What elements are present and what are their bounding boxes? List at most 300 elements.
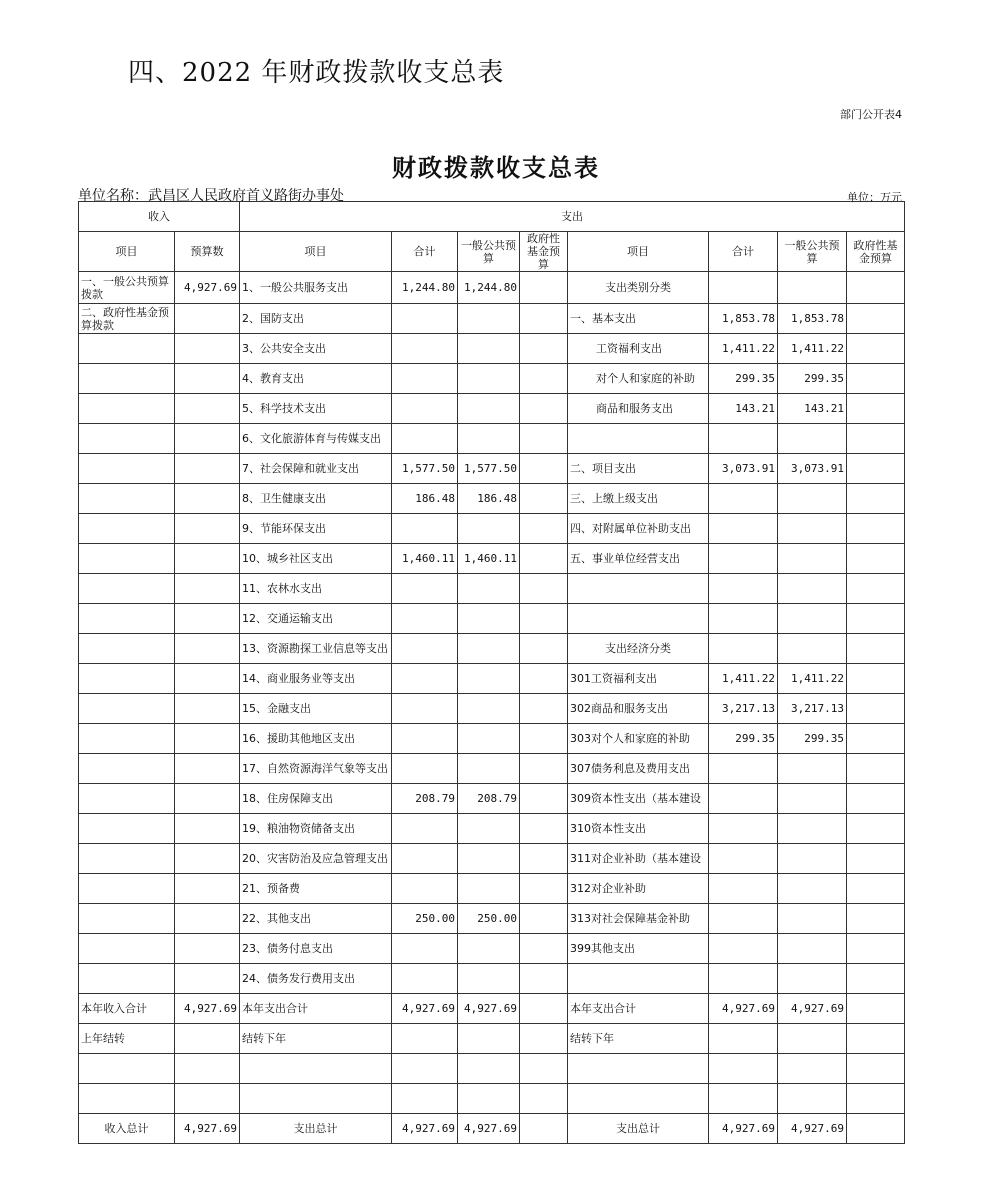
category-item-cell: 四、对附属单位补助支出 — [568, 514, 709, 544]
category-total-cell — [709, 934, 778, 964]
category-general-budget-cell — [778, 1054, 847, 1084]
expense-total-cell: 186.48 — [392, 484, 458, 514]
category-general-budget-cell — [778, 484, 847, 514]
income-amount-cell — [175, 784, 240, 814]
income-amount-cell — [175, 364, 240, 394]
income-amount-cell — [175, 964, 240, 994]
category-item-cell — [568, 964, 709, 994]
expense-item-cell: 18、住房保障支出 — [240, 784, 392, 814]
table-row — [79, 304, 905, 334]
table-row — [79, 874, 905, 904]
expense-item-cell: 1、一般公共服务支出 — [240, 272, 392, 304]
expense-total-cell: 4,927.69 — [392, 1114, 458, 1144]
expense-general-budget-cell — [458, 1024, 520, 1054]
expense-gov-fund-budget-cell — [520, 364, 568, 394]
category-gov-fund-budget-cell — [847, 604, 905, 634]
category-total-cell: 3,073.91 — [709, 454, 778, 484]
category-total-cell — [709, 1084, 778, 1114]
category-general-budget-cell: 3,217.13 — [778, 694, 847, 724]
expense-total-cell — [392, 754, 458, 784]
income-item-cell — [79, 874, 175, 904]
category-gov-fund-budget-cell — [847, 994, 905, 1024]
category-general-budget-cell — [778, 634, 847, 664]
expense-item-cell: 24、债务发行费用支出 — [240, 964, 392, 994]
table-row — [79, 904, 905, 934]
income-amount-cell — [175, 334, 240, 364]
category-gov-fund-budget-cell — [847, 484, 905, 514]
expense-general-budget-cell — [458, 514, 520, 544]
income-amount-cell — [175, 694, 240, 724]
table-row — [79, 272, 905, 304]
category-gov-fund-budget-cell — [847, 514, 905, 544]
category-item-cell — [568, 1084, 709, 1114]
expense-item-cell: 19、粮油物资储备支出 — [240, 814, 392, 844]
income-item-cell — [79, 604, 175, 634]
category-general-budget-cell — [778, 934, 847, 964]
income-item-cell — [79, 784, 175, 814]
expense-general-budget-cell: 1,244.80 — [458, 272, 520, 304]
expense-total-cell — [392, 604, 458, 634]
category-item-cell: 399其他支出 — [568, 934, 709, 964]
expense-gov-fund-budget-cell — [520, 934, 568, 964]
expense-general-budget-cell: 4,927.69 — [458, 994, 520, 1024]
expense-total-cell — [392, 574, 458, 604]
expense-total-cell — [392, 844, 458, 874]
category-item-header: 项目 — [568, 232, 709, 272]
expense-general-budget-cell — [458, 574, 520, 604]
expense-gov-fund-budget-cell — [520, 394, 568, 424]
category-gov-fund-budget-cell — [847, 364, 905, 394]
income-item-cell: 上年结转 — [79, 1024, 175, 1054]
expense-gov-fund-budget-cell — [520, 664, 568, 694]
expense-gov-fund-budget-cell — [520, 724, 568, 754]
unit-label: 单位：万元 — [847, 191, 902, 204]
expense-item-cell: 12、交通运输支出 — [240, 604, 392, 634]
expense-item-cell: 9、节能环保支出 — [240, 514, 392, 544]
income-amount-cell — [175, 1084, 240, 1114]
category-gov-fund-budget-cell — [847, 754, 905, 784]
expense-total-cell — [392, 934, 458, 964]
expense-total-cell — [392, 364, 458, 394]
expense-item-cell: 支出总计 — [240, 1114, 392, 1144]
income-item-cell — [79, 424, 175, 454]
income-amount-cell — [175, 394, 240, 424]
expense-general-budget-cell: 1,577.50 — [458, 454, 520, 484]
expense-item-cell: 10、城乡社区支出 — [240, 544, 392, 574]
expense-general-budget-cell: 250.00 — [458, 904, 520, 934]
gov-fund-budget-header: 政府性基金预算 — [520, 232, 568, 272]
income-item-cell — [79, 514, 175, 544]
income-item-cell — [79, 724, 175, 754]
table-row — [79, 964, 905, 994]
category-total-cell — [709, 844, 778, 874]
expense-item-cell: 23、债务付息支出 — [240, 934, 392, 964]
category-total-cell — [709, 574, 778, 604]
category-general-budget-cell — [778, 964, 847, 994]
income-amount-cell — [175, 574, 240, 604]
expense-total-cell — [392, 634, 458, 664]
category-gov-fund-budget-cell — [847, 1114, 905, 1144]
category-total-cell: 3,217.13 — [709, 694, 778, 724]
expense-general-budget-cell — [458, 364, 520, 394]
category-total-cell — [709, 964, 778, 994]
table-row — [79, 694, 905, 724]
category-general-budget-cell — [778, 814, 847, 844]
category-total-cell — [709, 484, 778, 514]
income-item-cell — [79, 1084, 175, 1114]
income-item-cell — [79, 484, 175, 514]
expense-general-budget-cell: 4,927.69 — [458, 1114, 520, 1144]
category-gov-fund-budget-cell — [847, 724, 905, 754]
expense-total-cell — [392, 664, 458, 694]
expense-gov-fund-budget-cell — [520, 694, 568, 724]
expense-gov-fund-budget-cell — [520, 304, 568, 334]
section-title: 四、2022 年财政拨款收支总表 — [128, 58, 505, 88]
category-item-cell: 307债务利息及费用支出 — [568, 754, 709, 784]
expense-gov-fund-budget-cell — [520, 574, 568, 604]
table-row — [79, 1084, 905, 1114]
income-item-cell — [79, 454, 175, 484]
income-amount-cell — [175, 1054, 240, 1084]
income-amount-cell — [175, 634, 240, 664]
category-gov-fund-budget-cell — [847, 1054, 905, 1084]
category-item-cell — [568, 604, 709, 634]
table-number-label: 部门公开表4 — [840, 108, 902, 121]
expense-gov-fund-budget-cell — [520, 874, 568, 904]
expense-gov-fund-budget-cell — [520, 514, 568, 544]
category-general-budget-cell: 1,411.22 — [778, 664, 847, 694]
table-row — [79, 574, 905, 604]
expense-item-cell: 17、自然资源海洋气象等支出 — [240, 754, 392, 784]
fiscal-appropriation-table — [78, 201, 905, 1144]
table-row — [79, 814, 905, 844]
category-general-budget-cell — [778, 784, 847, 814]
table-row — [79, 724, 905, 754]
category-gov-fund-budget-cell — [847, 272, 905, 304]
expense-item-header: 项目 — [240, 232, 392, 272]
income-item-cell — [79, 664, 175, 694]
expense-header: 支出 — [240, 202, 905, 232]
category-item-cell: 五、事业单位经营支出 — [568, 544, 709, 574]
category-total-cell — [709, 514, 778, 544]
category-item-cell: 一、基本支出 — [568, 304, 709, 334]
income-item-cell — [79, 904, 175, 934]
category-item-cell: 301工资福利支出 — [568, 664, 709, 694]
table-row — [79, 844, 905, 874]
expense-general-budget-cell — [458, 724, 520, 754]
expense-general-budget-cell — [458, 844, 520, 874]
expense-item-cell: 21、预备费 — [240, 874, 392, 904]
category-general-budget-header: 一般公共预算 — [778, 232, 847, 272]
income-amount-cell — [175, 514, 240, 544]
expense-gov-fund-budget-cell — [520, 454, 568, 484]
expense-total-cell — [392, 304, 458, 334]
table-row — [79, 334, 905, 364]
income-item-cell — [79, 934, 175, 964]
income-amount-cell: 4,927.69 — [175, 994, 240, 1024]
category-item-cell — [568, 1054, 709, 1084]
income-amount-cell: 4,927.69 — [175, 1114, 240, 1144]
category-gov-fund-budget-cell — [847, 904, 905, 934]
category-item-cell: 303对个人和家庭的补助 — [568, 724, 709, 754]
expense-total-cell — [392, 424, 458, 454]
expense-general-budget-cell — [458, 964, 520, 994]
income-amount-cell — [175, 814, 240, 844]
income-header: 收入 — [79, 202, 240, 232]
expense-general-budget-cell — [458, 424, 520, 454]
category-total-cell: 1,853.78 — [709, 304, 778, 334]
expense-gov-fund-budget-cell — [520, 754, 568, 784]
unit-name: 单位名称：武昌区人民政府首义路街办事处 — [78, 188, 344, 204]
income-amount-cell — [175, 544, 240, 574]
expense-gov-fund-budget-cell — [520, 964, 568, 994]
expense-gov-fund-budget-cell — [520, 844, 568, 874]
expense-total-cell — [392, 694, 458, 724]
category-gov-fund-budget-cell — [847, 574, 905, 604]
expense-item-cell: 11、农林水支出 — [240, 574, 392, 604]
expense-gov-fund-budget-cell — [520, 1054, 568, 1084]
expense-general-budget-cell — [458, 304, 520, 334]
category-total-cell — [709, 784, 778, 814]
expense-gov-fund-budget-cell — [520, 424, 568, 454]
expense-total-cell — [392, 814, 458, 844]
category-gov-fund-budget-cell — [847, 394, 905, 424]
expense-total-cell: 1,460.11 — [392, 544, 458, 574]
category-gov-fund-budget-cell — [847, 664, 905, 694]
category-gov-fund-budget-cell — [847, 784, 905, 814]
table-row — [79, 604, 905, 634]
category-total-cell: 4,927.69 — [709, 1114, 778, 1144]
expense-item-cell: 20、灾害防治及应急管理支出 — [240, 844, 392, 874]
category-total-cell — [709, 424, 778, 454]
income-item-cell — [79, 1054, 175, 1084]
expense-item-cell: 15、金融支出 — [240, 694, 392, 724]
expense-total-cell: 208.79 — [392, 784, 458, 814]
expense-general-budget-cell — [458, 814, 520, 844]
category-total-cell — [709, 754, 778, 784]
expense-total-cell — [392, 394, 458, 424]
income-amount-cell — [175, 304, 240, 334]
category-gov-fund-budget-cell — [847, 634, 905, 664]
income-amount-cell — [175, 664, 240, 694]
category-total-cell — [709, 814, 778, 844]
category-item-cell: 310资本性支出 — [568, 814, 709, 844]
category-general-budget-cell: 299.35 — [778, 724, 847, 754]
expense-item-cell: 6、文化旅游体育与传媒支出 — [240, 424, 392, 454]
expense-general-budget-cell — [458, 1054, 520, 1084]
income-item-cell — [79, 844, 175, 874]
expense-general-budget-cell — [458, 664, 520, 694]
table-row — [79, 364, 905, 394]
income-amount-cell — [175, 424, 240, 454]
expense-total-cell — [392, 334, 458, 364]
income-item-cell — [79, 394, 175, 424]
table-row — [79, 424, 905, 454]
category-general-budget-cell: 1,853.78 — [778, 304, 847, 334]
expense-item-cell: 14、商业服务业等支出 — [240, 664, 392, 694]
category-general-budget-cell — [778, 844, 847, 874]
category-total-cell: 4,927.69 — [709, 994, 778, 1024]
expense-total-cell — [392, 514, 458, 544]
category-gov-fund-budget-cell — [847, 544, 905, 574]
expense-general-budget-cell — [458, 394, 520, 424]
expense-gov-fund-budget-cell — [520, 334, 568, 364]
expense-gov-fund-budget-cell — [520, 784, 568, 814]
expense-gov-fund-budget-cell — [520, 544, 568, 574]
expense-gov-fund-budget-cell — [520, 272, 568, 304]
category-general-budget-cell — [778, 424, 847, 454]
table-row — [79, 754, 905, 784]
category-item-cell: 三、上缴上级支出 — [568, 484, 709, 514]
category-gov-fund-budget-cell — [847, 694, 905, 724]
table-row — [79, 934, 905, 964]
income-amount-cell — [175, 754, 240, 784]
expense-item-cell: 3、公共安全支出 — [240, 334, 392, 364]
expense-total-cell: 1,577.50 — [392, 454, 458, 484]
table-row — [79, 454, 905, 484]
expense-item-cell: 22、其他支出 — [240, 904, 392, 934]
category-item-cell: 支出类别分类 — [568, 272, 709, 304]
table-row — [79, 544, 905, 574]
table-row — [79, 1114, 905, 1144]
total-header: 合计 — [392, 232, 458, 272]
income-amount-cell — [175, 724, 240, 754]
category-total-cell: 1,411.22 — [709, 664, 778, 694]
expense-gov-fund-budget-cell — [520, 1114, 568, 1144]
category-total-cell: 143.21 — [709, 394, 778, 424]
income-item-cell — [79, 334, 175, 364]
income-item-cell — [79, 814, 175, 844]
expense-total-cell — [392, 724, 458, 754]
expense-gov-fund-budget-cell — [520, 814, 568, 844]
category-general-budget-cell — [778, 874, 847, 904]
budget-count-header: 预算数 — [175, 232, 240, 272]
category-total-cell: 1,411.22 — [709, 334, 778, 364]
category-total-cell — [709, 604, 778, 634]
category-item-cell: 313对社会保障基金补助 — [568, 904, 709, 934]
category-item-cell: 302商品和服务支出 — [568, 694, 709, 724]
category-item-cell: 对个人和家庭的补助 — [568, 364, 709, 394]
income-amount-cell — [175, 454, 240, 484]
income-amount-cell — [175, 934, 240, 964]
income-item-cell — [79, 364, 175, 394]
category-total-cell — [709, 544, 778, 574]
page-title: 财政拨款收支总表 — [392, 153, 600, 182]
income-amount-cell — [175, 604, 240, 634]
expense-total-cell — [392, 1024, 458, 1054]
category-item-cell: 工资福利支出 — [568, 334, 709, 364]
category-total-cell — [709, 634, 778, 664]
table-row — [79, 1054, 905, 1084]
table-row — [79, 394, 905, 424]
expense-general-budget-cell — [458, 634, 520, 664]
income-item-cell: 收入总计 — [79, 1114, 175, 1144]
category-general-budget-cell — [778, 544, 847, 574]
category-general-budget-cell: 4,927.69 — [778, 1114, 847, 1144]
category-gov-fund-budget-cell — [847, 304, 905, 334]
expense-gov-fund-budget-cell — [520, 604, 568, 634]
expense-general-budget-cell: 208.79 — [458, 784, 520, 814]
category-item-cell: 支出总计 — [568, 1114, 709, 1144]
income-item-cell: 一、一般公共预算拨款 — [79, 272, 175, 304]
category-item-cell: 结转下年 — [568, 1024, 709, 1054]
income-amount-cell — [175, 1024, 240, 1054]
expense-gov-fund-budget-cell — [520, 1084, 568, 1114]
income-amount-cell — [175, 484, 240, 514]
expense-general-budget-cell — [458, 874, 520, 904]
expense-total-cell — [392, 1054, 458, 1084]
category-gov-fund-budget-cell — [847, 874, 905, 904]
category-general-budget-cell — [778, 1024, 847, 1054]
expense-gov-fund-budget-cell — [520, 484, 568, 514]
income-item-cell: 二、政府性基金预算拨款 — [79, 304, 175, 334]
expense-general-budget-cell — [458, 934, 520, 964]
income-item-cell — [79, 574, 175, 604]
expense-item-cell: 结转下年 — [240, 1024, 392, 1054]
category-gov-fund-budget-cell — [847, 454, 905, 484]
category-total-cell — [709, 1024, 778, 1054]
income-amount-cell — [175, 874, 240, 904]
category-total-cell — [709, 874, 778, 904]
category-gov-fund-budget-cell — [847, 964, 905, 994]
expense-item-cell: 13、资源勘探工业信息等支出 — [240, 634, 392, 664]
expense-gov-fund-budget-cell — [520, 1024, 568, 1054]
expense-item-cell: 8、卫生健康支出 — [240, 484, 392, 514]
category-gov-fund-budget-cell — [847, 424, 905, 454]
expense-general-budget-cell: 1,460.11 — [458, 544, 520, 574]
expense-total-cell — [392, 964, 458, 994]
expense-item-cell: 4、教育支出 — [240, 364, 392, 394]
category-item-cell: 309资本性支出（基本建设 — [568, 784, 709, 814]
category-gov-fund-budget-cell — [847, 334, 905, 364]
category-general-budget-cell — [778, 604, 847, 634]
income-item-cell — [79, 754, 175, 784]
category-general-budget-cell — [778, 904, 847, 934]
table-row — [79, 784, 905, 814]
expense-general-budget-cell — [458, 604, 520, 634]
expense-total-cell: 250.00 — [392, 904, 458, 934]
expense-item-cell: 本年支出合计 — [240, 994, 392, 1024]
category-general-budget-cell: 299.35 — [778, 364, 847, 394]
expense-general-budget-cell — [458, 334, 520, 364]
category-general-budget-cell: 143.21 — [778, 394, 847, 424]
table-row — [79, 664, 905, 694]
category-gov-fund-budget-cell — [847, 844, 905, 874]
category-gov-fund-budget-cell — [847, 814, 905, 844]
income-item-cell — [79, 964, 175, 994]
expense-general-budget-cell — [458, 694, 520, 724]
table-row — [79, 1024, 905, 1054]
category-item-cell: 本年支出合计 — [568, 994, 709, 1024]
category-item-cell: 二、项目支出 — [568, 454, 709, 484]
category-total-cell — [709, 1054, 778, 1084]
expense-gov-fund-budget-cell — [520, 904, 568, 934]
table-row — [79, 514, 905, 544]
category-total-cell: 299.35 — [709, 364, 778, 394]
expense-total-cell — [392, 1084, 458, 1114]
income-item-header: 项目 — [79, 232, 175, 272]
expense-total-cell — [392, 874, 458, 904]
table-row — [79, 484, 905, 514]
income-item-cell — [79, 634, 175, 664]
category-item-cell — [568, 424, 709, 454]
category-general-budget-cell — [778, 272, 847, 304]
income-amount-cell — [175, 844, 240, 874]
expense-general-budget-cell: 186.48 — [458, 484, 520, 514]
category-total-cell: 299.35 — [709, 724, 778, 754]
income-amount-cell — [175, 904, 240, 934]
income-item-cell: 本年收入合计 — [79, 994, 175, 1024]
